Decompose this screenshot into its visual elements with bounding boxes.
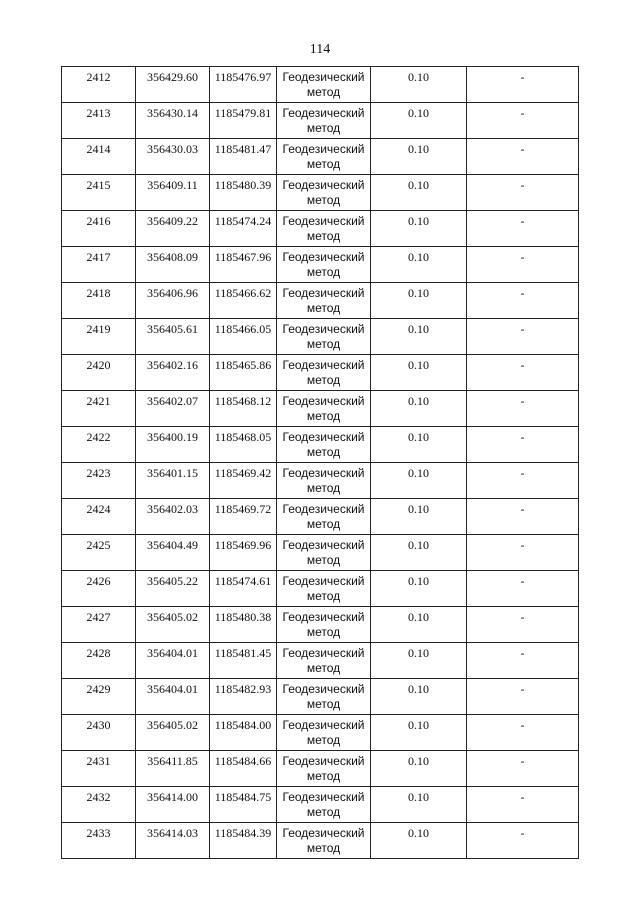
point-number-cell: [62, 463, 136, 499]
point-number-value: 2416: [86, 214, 111, 228]
x-coordinate-cell: [136, 247, 210, 283]
method-cell: [277, 535, 371, 571]
point-number-value: 2425: [86, 538, 111, 552]
table-row: [62, 751, 579, 787]
method-cell: [277, 283, 371, 319]
x-coordinate-cell: [136, 427, 210, 463]
note-value: -: [520, 214, 525, 228]
accuracy-cell: [371, 715, 467, 751]
y-coordinate-value: 1185479.81: [214, 106, 272, 120]
y-coordinate-cell: [210, 535, 277, 571]
accuracy-value: 0.10: [408, 754, 429, 768]
point-number-cell: [62, 319, 136, 355]
x-coordinate-cell: [136, 103, 210, 139]
note-value: -: [520, 142, 525, 156]
accuracy-value: 0.10: [408, 646, 429, 660]
method-cell: [277, 751, 371, 787]
accuracy-cell: [371, 247, 467, 283]
x-coordinate-cell: [136, 751, 210, 787]
point-number-value: 2412: [86, 70, 111, 84]
coordinates-table-body: [62, 67, 579, 859]
y-coordinate-value: 1185484.00: [214, 718, 272, 732]
accuracy-value: 0.10: [408, 322, 429, 336]
x-coordinate-value: 356408.09: [147, 250, 198, 264]
method-value: Геодезический метод: [282, 718, 365, 747]
x-coordinate-cell: [136, 139, 210, 175]
table-row: [62, 643, 579, 679]
method-cell: [277, 391, 371, 427]
accuracy-cell: [371, 751, 467, 787]
note-cell: [467, 715, 579, 751]
note-value: -: [520, 574, 525, 588]
accuracy-cell: [371, 355, 467, 391]
y-coordinate-value: 1185469.72: [214, 502, 272, 516]
method-cell: [277, 211, 371, 247]
x-coordinate-value: 356405.61: [147, 322, 198, 336]
point-number-cell: [62, 643, 136, 679]
y-coordinate-value: 1185481.45: [214, 646, 272, 660]
x-coordinate-cell: [136, 319, 210, 355]
table-row: [62, 247, 579, 283]
point-number-cell: [62, 607, 136, 643]
accuracy-cell: [371, 607, 467, 643]
accuracy-value: 0.10: [408, 358, 429, 372]
x-coordinate-cell: [136, 571, 210, 607]
method-cell: [277, 319, 371, 355]
note-value: -: [520, 322, 525, 336]
note-cell: [467, 787, 579, 823]
table-row: [62, 319, 579, 355]
accuracy-cell: [371, 139, 467, 175]
y-coordinate-cell: [210, 463, 277, 499]
y-coordinate-value: 1185466.62: [214, 286, 272, 300]
method-cell: [277, 823, 371, 859]
y-coordinate-cell: [210, 571, 277, 607]
accuracy-value: 0.10: [408, 826, 429, 840]
accuracy-cell: [371, 211, 467, 247]
point-number-cell: [62, 211, 136, 247]
point-number-cell: [62, 571, 136, 607]
y-coordinate-cell: [210, 175, 277, 211]
accuracy-cell: [371, 427, 467, 463]
note-value: -: [520, 106, 525, 120]
point-number-value: 2429: [86, 682, 111, 696]
y-coordinate-cell: [210, 139, 277, 175]
accuracy-cell: [371, 103, 467, 139]
point-number-cell: [62, 391, 136, 427]
note-value: -: [520, 610, 525, 624]
accuracy-value: 0.10: [408, 790, 429, 804]
method-value: Геодезический метод: [282, 214, 365, 243]
x-coordinate-cell: [136, 679, 210, 715]
point-number-value: 2433: [86, 826, 111, 840]
method-value: Геодезический метод: [282, 610, 365, 639]
accuracy-value: 0.10: [408, 394, 429, 408]
y-coordinate-value: 1185484.66: [214, 754, 272, 768]
point-number-cell: [62, 247, 136, 283]
accuracy-cell: [371, 823, 467, 859]
point-number-cell: [62, 499, 136, 535]
point-number-cell: [62, 787, 136, 823]
accuracy-value: 0.10: [408, 682, 429, 696]
method-cell: [277, 571, 371, 607]
y-coordinate-value: 1185484.75: [214, 790, 272, 804]
table-row: [62, 175, 579, 211]
method-value: Геодезический метод: [282, 70, 365, 99]
accuracy-cell: [371, 571, 467, 607]
method-cell: [277, 787, 371, 823]
y-coordinate-cell: [210, 823, 277, 859]
note-cell: [467, 355, 579, 391]
table-row: [62, 535, 579, 571]
accuracy-cell: [371, 679, 467, 715]
accuracy-cell: [371, 535, 467, 571]
accuracy-value: 0.10: [408, 610, 429, 624]
y-coordinate-cell: [210, 751, 277, 787]
table-row: [62, 607, 579, 643]
method-value: Геодезический метод: [282, 358, 365, 387]
point-number-cell: [62, 175, 136, 211]
method-value: Геодезический метод: [282, 826, 365, 855]
table-row: [62, 391, 579, 427]
point-number-cell: [62, 679, 136, 715]
method-value: Геодезический метод: [282, 250, 365, 279]
y-coordinate-cell: [210, 103, 277, 139]
table-row: [62, 427, 579, 463]
point-number-cell: [62, 427, 136, 463]
accuracy-value: 0.10: [408, 466, 429, 480]
point-number-cell: [62, 355, 136, 391]
point-number-value: 2414: [86, 142, 111, 156]
table-row: [62, 823, 579, 859]
accuracy-cell: [371, 175, 467, 211]
accuracy-value: 0.10: [408, 214, 429, 228]
y-coordinate-value: 1185466.05: [214, 322, 272, 336]
note-value: -: [520, 250, 525, 264]
note-cell: [467, 643, 579, 679]
x-coordinate-cell: [136, 463, 210, 499]
method-cell: [277, 499, 371, 535]
y-coordinate-cell: [210, 247, 277, 283]
accuracy-cell: [371, 67, 467, 103]
y-coordinate-cell: [210, 391, 277, 427]
x-coordinate-cell: [136, 211, 210, 247]
y-coordinate-value: 1185468.05: [214, 430, 272, 444]
method-cell: [277, 103, 371, 139]
x-coordinate-cell: [136, 283, 210, 319]
note-cell: [467, 211, 579, 247]
accuracy-cell: [371, 319, 467, 355]
x-coordinate-value: 356409.22: [147, 214, 198, 228]
method-value: Геодезический метод: [282, 394, 365, 423]
method-value: Геодезический метод: [282, 574, 365, 603]
accuracy-value: 0.10: [408, 286, 429, 300]
note-value: -: [520, 826, 525, 840]
note-cell: [467, 571, 579, 607]
note-cell: [467, 175, 579, 211]
point-number-value: 2426: [86, 574, 111, 588]
x-coordinate-value: 356414.03: [147, 826, 198, 840]
note-cell: [467, 103, 579, 139]
point-number-value: 2415: [86, 178, 111, 192]
point-number-value: 2430: [86, 718, 111, 732]
method-cell: [277, 139, 371, 175]
method-cell: [277, 643, 371, 679]
accuracy-value: 0.10: [408, 142, 429, 156]
table-row: [62, 499, 579, 535]
y-coordinate-cell: [210, 283, 277, 319]
note-cell: [467, 823, 579, 859]
note-cell: [467, 679, 579, 715]
x-coordinate-value: 356430.14: [147, 106, 198, 120]
point-number-value: 2423: [86, 466, 111, 480]
y-coordinate-value: 1185484.39: [214, 826, 272, 840]
y-coordinate-value: 1185476.97: [214, 70, 272, 84]
point-number-value: 2421: [86, 394, 111, 408]
method-value: Геодезический метод: [282, 142, 365, 171]
point-number-value: 2413: [86, 106, 111, 120]
note-value: -: [520, 466, 525, 480]
x-coordinate-value: 356409.11: [147, 178, 198, 192]
x-coordinate-cell: [136, 355, 210, 391]
table-row: [62, 67, 579, 103]
method-cell: [277, 463, 371, 499]
note-cell: [467, 535, 579, 571]
method-cell: [277, 247, 371, 283]
note-value: -: [520, 178, 525, 192]
point-number-value: 2424: [86, 502, 111, 516]
x-coordinate-value: 356404.49: [147, 538, 198, 552]
x-coordinate-value: 356429.60: [147, 70, 198, 84]
method-value: Геодезический метод: [282, 790, 365, 819]
note-cell: [467, 283, 579, 319]
method-value: Геодезический метод: [282, 106, 365, 135]
y-coordinate-cell: [210, 787, 277, 823]
x-coordinate-value: 356404.01: [147, 682, 198, 696]
x-coordinate-cell: [136, 67, 210, 103]
method-value: Геодезический метод: [282, 502, 365, 531]
note-value: -: [520, 430, 525, 444]
table-row: [62, 139, 579, 175]
accuracy-value: 0.10: [408, 250, 429, 264]
table-row: [62, 787, 579, 823]
note-value: -: [520, 394, 525, 408]
note-value: -: [520, 70, 525, 84]
x-coordinate-value: 356405.02: [147, 610, 198, 624]
x-coordinate-value: 356430.03: [147, 142, 198, 156]
x-coordinate-value: 356402.03: [147, 502, 198, 516]
y-coordinate-cell: [210, 499, 277, 535]
note-cell: [467, 139, 579, 175]
x-coordinate-value: 356411.85: [147, 754, 198, 768]
note-cell: [467, 391, 579, 427]
point-number-cell: [62, 283, 136, 319]
accuracy-cell: [371, 463, 467, 499]
method-cell: [277, 679, 371, 715]
accuracy-value: 0.10: [408, 718, 429, 732]
point-number-value: 2418: [86, 286, 111, 300]
y-coordinate-value: 1185474.61: [214, 574, 272, 588]
y-coordinate-value: 1185474.24: [214, 214, 272, 228]
x-coordinate-cell: [136, 823, 210, 859]
table-row: [62, 679, 579, 715]
x-coordinate-value: 356405.02: [147, 718, 198, 732]
note-cell: [467, 463, 579, 499]
method-value: Геодезический метод: [282, 538, 365, 567]
note-cell: [467, 67, 579, 103]
y-coordinate-cell: [210, 355, 277, 391]
x-coordinate-value: 356402.16: [147, 358, 198, 372]
x-coordinate-cell: [136, 499, 210, 535]
x-coordinate-cell: [136, 643, 210, 679]
y-coordinate-value: 1185482.93: [214, 682, 272, 696]
x-coordinate-value: 356404.01: [147, 646, 198, 660]
y-coordinate-cell: [210, 607, 277, 643]
note-value: -: [520, 790, 525, 804]
y-coordinate-value: 1185469.96: [214, 538, 272, 552]
accuracy-value: 0.10: [408, 538, 429, 552]
point-number-cell: [62, 103, 136, 139]
y-coordinate-value: 1185469.42: [214, 466, 272, 480]
accuracy-value: 0.10: [408, 430, 429, 444]
note-value: -: [520, 718, 525, 732]
y-coordinate-cell: [210, 67, 277, 103]
page-number: 114: [309, 42, 331, 57]
note-cell: [467, 319, 579, 355]
accuracy-value: 0.10: [408, 574, 429, 588]
point-number-value: 2431: [86, 754, 111, 768]
method-cell: [277, 67, 371, 103]
coordinates-table: [61, 66, 579, 859]
note-value: -: [520, 754, 525, 768]
y-coordinate-cell: [210, 319, 277, 355]
table-row: [62, 211, 579, 247]
note-value: -: [520, 682, 525, 696]
table-row: [62, 103, 579, 139]
x-coordinate-cell: [136, 607, 210, 643]
y-coordinate-cell: [210, 211, 277, 247]
method-value: Геодезический метод: [282, 754, 365, 783]
point-number-value: 2419: [86, 322, 111, 336]
point-number-value: 2428: [86, 646, 111, 660]
accuracy-value: 0.10: [408, 502, 429, 516]
y-coordinate-cell: [210, 427, 277, 463]
method-value: Геодезический метод: [282, 646, 365, 675]
x-coordinate-cell: [136, 715, 210, 751]
point-number-value: 2422: [86, 430, 111, 444]
x-coordinate-cell: [136, 787, 210, 823]
x-coordinate-cell: [136, 535, 210, 571]
x-coordinate-value: 356400.19: [147, 430, 198, 444]
table-row: [62, 283, 579, 319]
method-cell: [277, 355, 371, 391]
y-coordinate-cell: [210, 679, 277, 715]
x-coordinate-value: 356414.00: [147, 790, 198, 804]
note-value: -: [520, 286, 525, 300]
method-value: Геодезический метод: [282, 466, 365, 495]
note-value: -: [520, 538, 525, 552]
note-cell: [467, 427, 579, 463]
y-coordinate-value: 1185467.96: [214, 250, 272, 264]
accuracy-cell: [371, 643, 467, 679]
method-value: Геодезический метод: [282, 322, 365, 351]
x-coordinate-value: 356405.22: [147, 574, 198, 588]
accuracy-value: 0.10: [408, 70, 429, 84]
point-number-value: 2432: [86, 790, 111, 804]
accuracy-value: 0.10: [408, 106, 429, 120]
y-coordinate-value: 1185480.39: [214, 178, 272, 192]
point-number-cell: [62, 535, 136, 571]
accuracy-cell: [371, 391, 467, 427]
method-value: Геодезический метод: [282, 178, 365, 207]
accuracy-cell: [371, 283, 467, 319]
y-coordinate-cell: [210, 643, 277, 679]
x-coordinate-cell: [136, 391, 210, 427]
note-value: -: [520, 646, 525, 660]
note-cell: [467, 751, 579, 787]
y-coordinate-value: 1185480.38: [214, 610, 272, 624]
y-coordinate-cell: [210, 715, 277, 751]
table-row: [62, 355, 579, 391]
x-coordinate-value: 356401.15: [147, 466, 198, 480]
point-number-cell: [62, 715, 136, 751]
accuracy-cell: [371, 499, 467, 535]
method-value: Геодезический метод: [282, 286, 365, 315]
note-value: -: [520, 358, 525, 372]
table-row: [62, 463, 579, 499]
note-cell: [467, 247, 579, 283]
method-cell: [277, 607, 371, 643]
method-cell: [277, 427, 371, 463]
point-number-value: 2420: [86, 358, 111, 372]
x-coordinate-cell: [136, 175, 210, 211]
point-number-cell: [62, 823, 136, 859]
accuracy-value: 0.10: [408, 178, 429, 192]
point-number-value: 2417: [86, 250, 111, 264]
point-number-value: 2427: [86, 610, 111, 624]
table-row: [62, 571, 579, 607]
note-cell: [467, 499, 579, 535]
table-row: [62, 715, 579, 751]
method-value: Геодезический метод: [282, 430, 365, 459]
note-value: -: [520, 502, 525, 516]
method-cell: [277, 175, 371, 211]
point-number-cell: [62, 139, 136, 175]
accuracy-cell: [371, 787, 467, 823]
y-coordinate-value: 1185468.12: [214, 394, 272, 408]
point-number-cell: [62, 67, 136, 103]
point-number-cell: [62, 751, 136, 787]
method-value: Геодезический метод: [282, 682, 365, 711]
x-coordinate-value: 356406.96: [147, 286, 198, 300]
method-cell: [277, 715, 371, 751]
y-coordinate-value: 1185481.47: [214, 142, 272, 156]
y-coordinate-value: 1185465.86: [214, 358, 272, 372]
x-coordinate-value: 356402.07: [147, 394, 198, 408]
note-cell: [467, 607, 579, 643]
